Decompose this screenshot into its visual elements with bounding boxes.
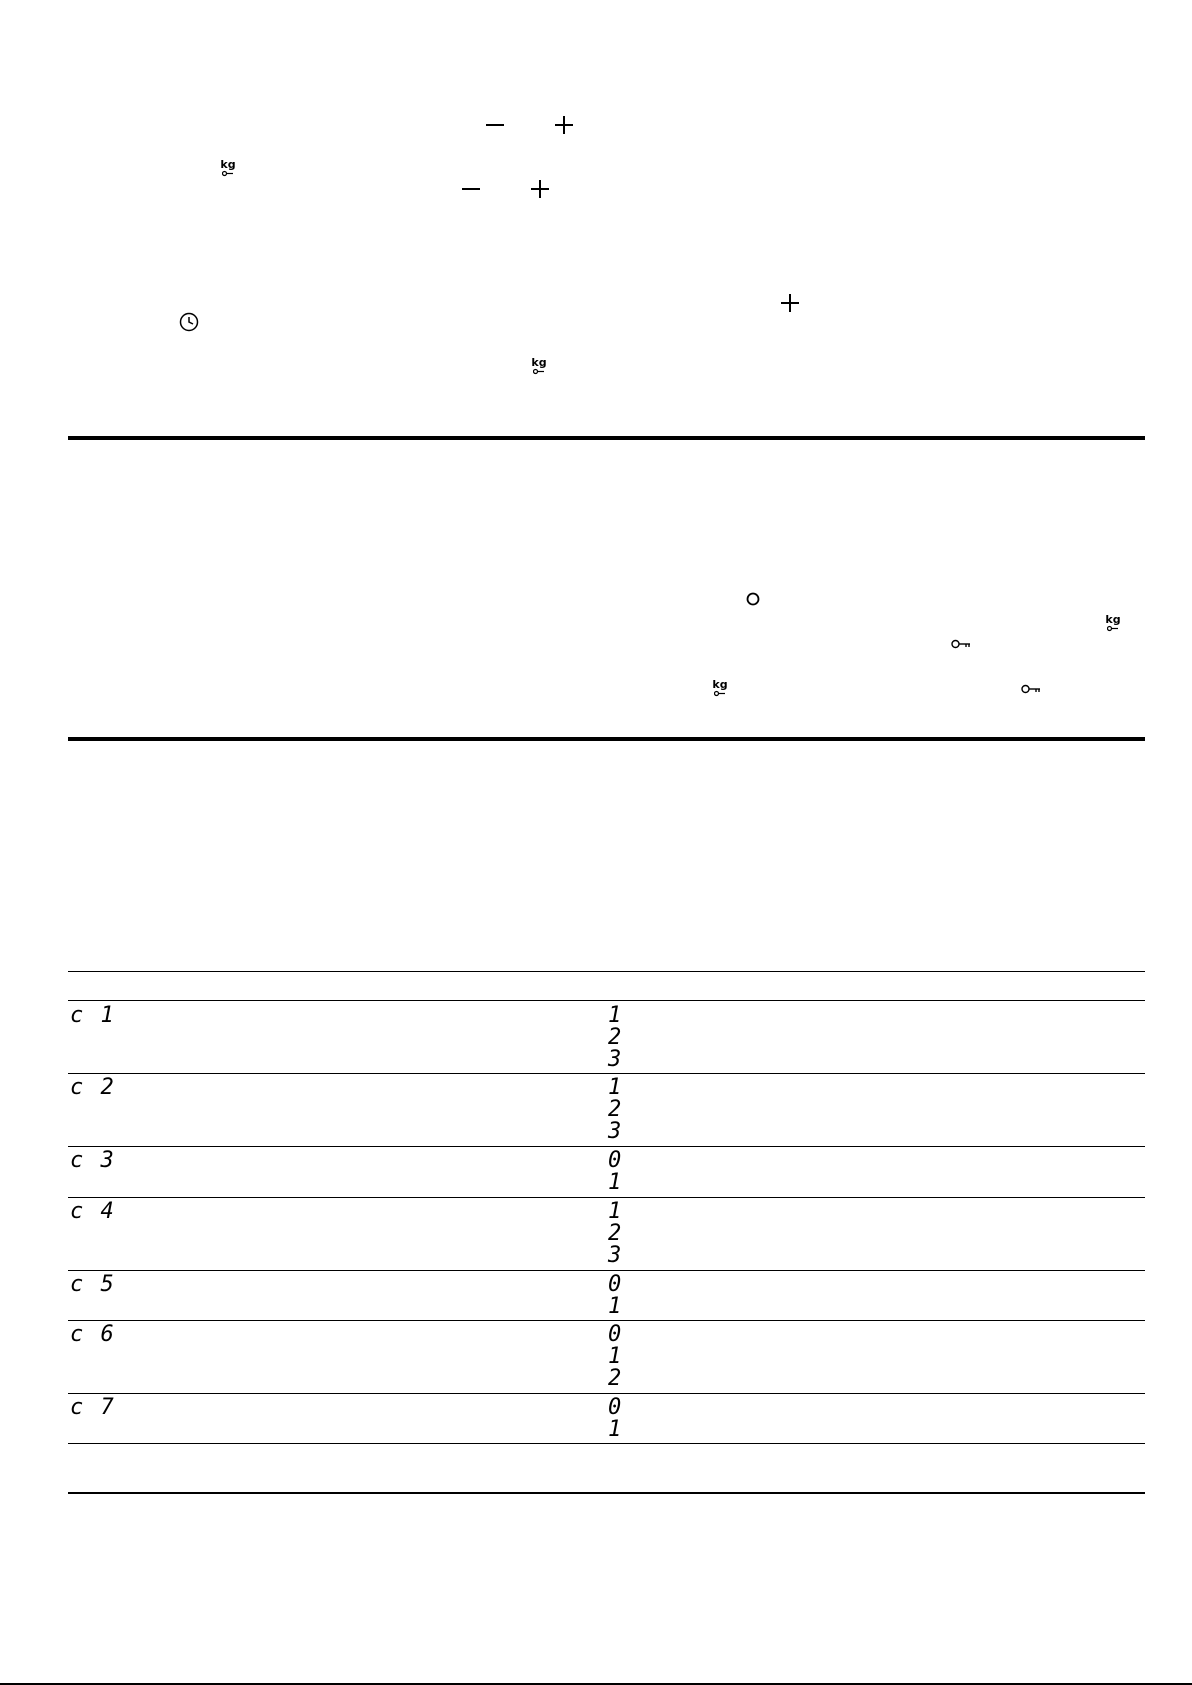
setting-code: c 2 <box>70 1075 116 1100</box>
plus-icon <box>529 178 551 200</box>
row-rule <box>68 1146 1145 1147</box>
row-rule <box>68 1270 1145 1271</box>
table-header-rule <box>68 1000 1145 1001</box>
kg-weight-icon: kg <box>1105 614 1121 636</box>
clock-icon <box>178 311 200 333</box>
setting-value: 0 <box>608 1272 622 1297</box>
setting-value: 3 <box>608 1243 622 1268</box>
minus-icon <box>460 178 482 200</box>
table-bottom-rule <box>68 1492 1145 1494</box>
setting-value: 1 <box>608 1199 622 1224</box>
section-divider <box>68 436 1145 440</box>
setting-code: c 4 <box>70 1199 116 1224</box>
setting-code: c 5 <box>70 1272 116 1297</box>
plus-icon <box>779 292 801 314</box>
minus-icon <box>484 114 506 136</box>
circle-icon <box>745 591 761 607</box>
setting-value: 3 <box>608 1119 622 1144</box>
plus-icon <box>553 114 575 136</box>
row-rule <box>68 1073 1145 1074</box>
setting-code: c 6 <box>70 1322 116 1347</box>
setting-value: 2 <box>608 1221 622 1246</box>
setting-value: 1 <box>608 1003 622 1028</box>
kg-weight-icon: kg <box>712 679 728 701</box>
kg-weight-icon: kg <box>220 159 236 181</box>
row-rule <box>68 1320 1145 1321</box>
setting-code: c 3 <box>70 1148 116 1173</box>
setting-value: 0 <box>608 1148 622 1173</box>
kg-weight-icon: kg <box>531 357 547 379</box>
section-divider <box>68 737 1145 741</box>
setting-value: 1 <box>608 1344 622 1369</box>
setting-code: c 7 <box>70 1395 116 1420</box>
setting-value: 1 <box>608 1417 622 1442</box>
setting-value: 0 <box>608 1322 622 1347</box>
setting-value: 3 <box>608 1047 622 1072</box>
row-rule <box>68 1197 1145 1198</box>
key-icon <box>951 638 971 650</box>
setting-code: c 1 <box>70 1003 116 1028</box>
row-rule <box>68 1393 1145 1394</box>
setting-value: 0 <box>608 1395 622 1420</box>
setting-value: 1 <box>608 1294 622 1319</box>
setting-value: 1 <box>608 1075 622 1100</box>
setting-value: 2 <box>608 1366 622 1391</box>
setting-value: 1 <box>608 1170 622 1195</box>
setting-value: 2 <box>608 1097 622 1122</box>
setting-value: 2 <box>608 1025 622 1050</box>
row-rule <box>68 1443 1145 1444</box>
key-icon <box>1021 683 1041 695</box>
